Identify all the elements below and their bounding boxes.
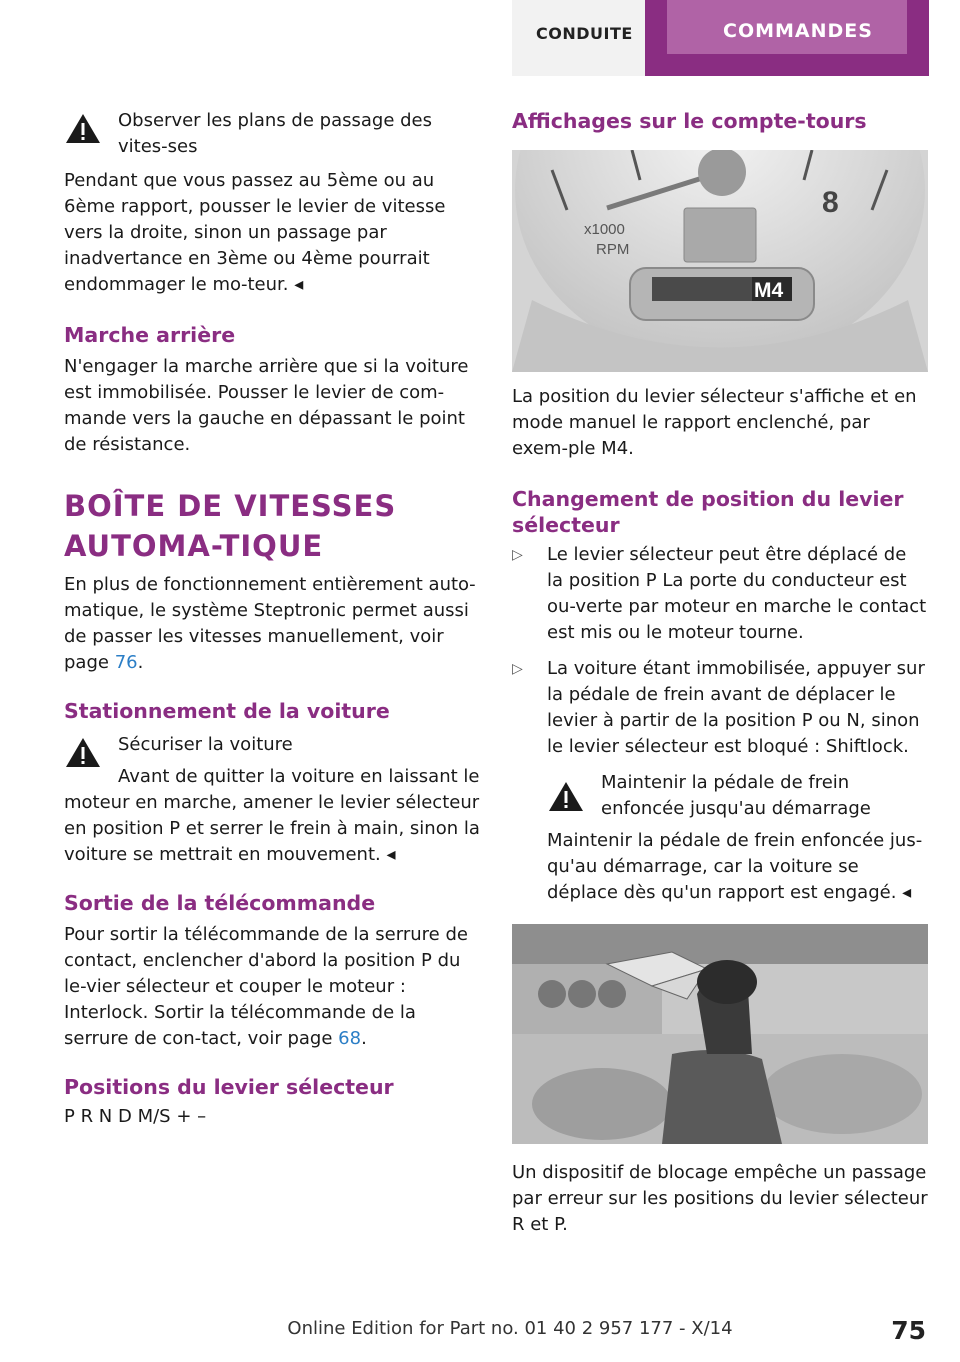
section-title-lever-change: Changement de position du levier sélecteur — [512, 487, 904, 537]
bullet-triangle-icon: ▷ — [512, 547, 523, 563]
warning-brake — [547, 770, 928, 822]
bullet-triangle-icon: ▷ — [512, 661, 523, 677]
page-link-68[interactable]: 68 — [338, 1028, 362, 1049]
page-number: 75 — [891, 1316, 926, 1345]
gear-lever-image — [512, 924, 928, 1144]
warning-parking — [64, 732, 480, 758]
warning-parking-title: Sécuriser la voiture — [118, 734, 293, 755]
warning-gear-shift-body: Pendant que vous passez au 5ème ou au 6ème rapport, pousser le levier de vitesse vers la droite, sinon un passage par inadvertance en 3ème ou 4ème pourrait endommager le mo‐teur. ◂ — [64, 170, 446, 295]
section-body-remote: Pour sortir la télécommande de la serrure de contact, enclencher d'abord la position P du le‐vier sélecteur et couper le moteur : Interlock. Sortir la télécommande de la serrure de con‐tact, voir page 68. — [64, 924, 468, 1049]
section-title-reverse: Marche arrière — [64, 323, 236, 347]
section-body-automatic: En plus de fonctionnement entièrement auto‐matique, le système Steptronic permet aussi de passer les vitesses manuellement, voir page 76. — [64, 574, 476, 673]
section-title-remote: Sortie de la télécommande — [64, 891, 376, 915]
header-tab-commandes-label: COMMANDES — [723, 20, 873, 42]
left-column — [64, 108, 480, 1130]
tachometer-display-text: M4 — [754, 279, 784, 302]
header-tab-conduite-label: CONDUITE — [536, 24, 633, 43]
warning-triangle-icon — [64, 112, 102, 146]
list-item-text: La voiture étant immobilisée, appuyer sur la pédale de frein avant de déplacer le levier à partir de la position P ou N, sinon le levier sélecteur est bloqué : Shiftlock. — [547, 658, 925, 757]
warning-triangle-icon — [64, 736, 102, 770]
warning-parking-body: Avant de quitter la voiture en laissant le moteur en marche, amener le levier sélecteur en position P et serrer le frein à main, sinon la voiture se mettrait en mouvement. ◂ — [64, 766, 480, 865]
warning-gear-shift — [64, 108, 480, 160]
list-item — [512, 656, 928, 760]
warning-triangle-icon — [547, 780, 585, 814]
list-item — [512, 542, 928, 646]
warning-brake-body: Maintenir la pédale de frein enfoncée jus‐qu'au démarrage, car la voiture se déplace dès qu'un rapport est engagé. ◂ — [547, 830, 923, 903]
gauge-label-rpm: RPM — [596, 241, 630, 258]
right-column — [512, 108, 928, 1238]
header-tab-commandes[interactable] — [645, 0, 929, 76]
header-tab-conduite[interactable] — [512, 0, 645, 76]
section-title-tachometer: Affichages sur le compte-tours — [512, 109, 867, 133]
section-body-positions: P R N D M/S + – — [64, 1106, 207, 1127]
section-title-positions: Positions du levier sélecteur — [64, 1075, 394, 1099]
footer-edition: Online Edition for Part no. 01 40 2 957 177 - X/14 — [287, 1318, 733, 1339]
section-body-reverse: N'engager la marche arrière que si la voiture est immobilisée. Pousser le levier de com‐mande vers la gauche en dépassant le point de résistance. — [64, 356, 469, 455]
page-link-76[interactable]: 76 — [114, 652, 138, 673]
chapter-title-automatic: BOÎTE DE VITESSES AUTOMA‐TIQUE — [64, 489, 397, 563]
warning-gear-shift-title: Observer les plans de passage des vites‐ses — [118, 110, 432, 157]
section-title-parking: Stationnement de la voiture — [64, 699, 390, 723]
svg-text:8: 8 — [822, 186, 839, 219]
list-item-text: Le levier sélecteur peut être déplacé de la position P La porte du conducteur est ou‐verte par moteur en marche le contact est mis ou le moteur tourne. — [547, 544, 927, 643]
warning-brake-title: Maintenir la pédale de frein enfoncée jusqu'au démarrage — [601, 772, 871, 819]
tachometer-caption: La position du levier sélecteur s'affiche et en mode manuel le rapport enclenché, par exem‐ple M4. — [512, 386, 917, 459]
gauge-label-x1000: x1000 — [584, 221, 625, 238]
gear-lever-caption: Un dispositif de blocage empêche un passage par erreur sur les positions du levier sélecteur R et P. — [512, 1162, 928, 1235]
tachometer-image — [512, 150, 928, 372]
